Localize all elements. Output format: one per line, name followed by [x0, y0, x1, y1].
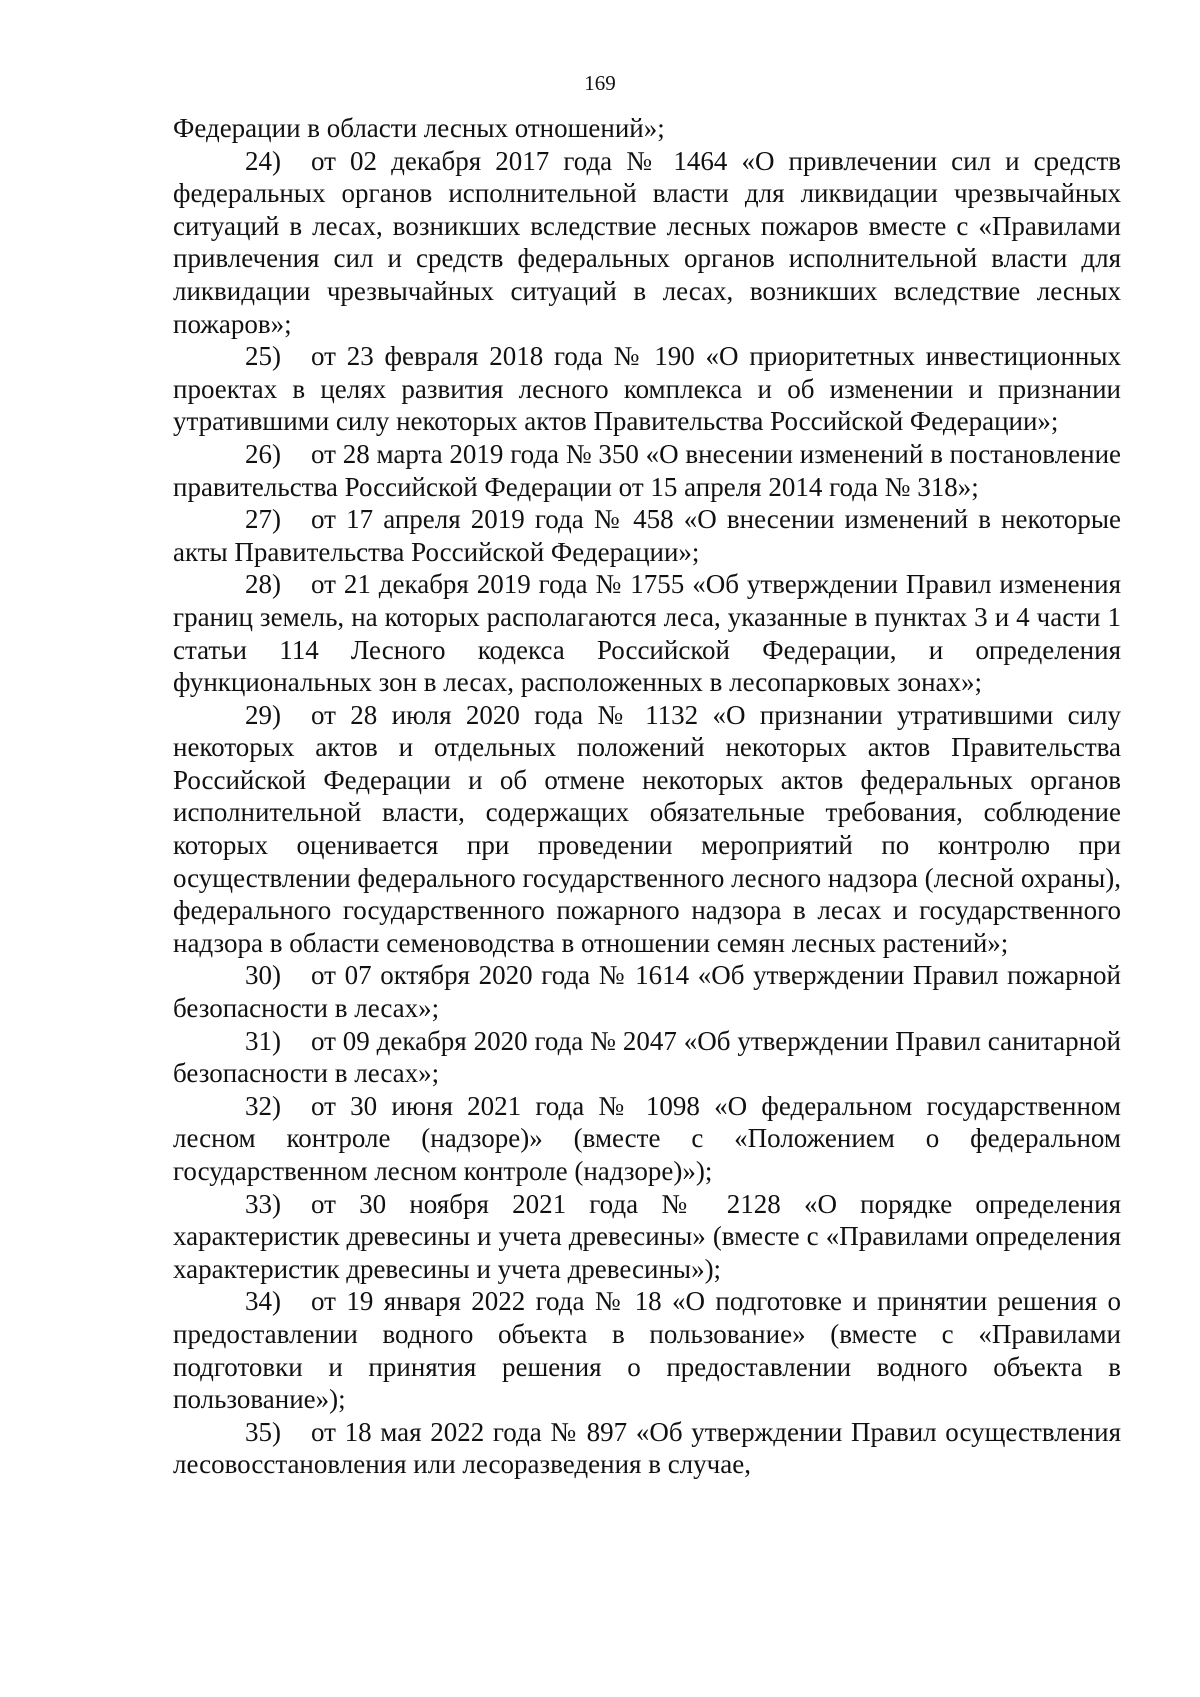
list-item [173, 438, 1121, 503]
page-number: 169 [584, 71, 616, 95]
list-item [173, 1090, 1121, 1188]
item-number: 32) [245, 1090, 281, 1121]
list-item [173, 1285, 1121, 1415]
item-text: от 21 декабря 2019 года № 1755 «Об утверждении Правил изменения границ земель, на которых располагаются леса, указанные в пунктах 3 и 4 части 1 статьи 114 Лесного кодекса Российской Федерации, и определения функциональных зон в лесах, расположенных в лесопарковых зонах»; [173, 569, 1121, 698]
item-text: от 02 декабря 2017 года № 1464 «О привлечении сил и средств федеральных органов исполнительной власти для ликвидации чрезвычайных ситуаций в лесах, возникших вследствие лесных пожаров вместе с «Правилами привлечения сил и средств федеральных органов исполнительной власти для ликвидации чрезвычайных ситуаций в лесах, возникших вследствие лесных пожаров»; [173, 145, 1121, 339]
list-item [173, 1188, 1121, 1286]
list-item [173, 959, 1121, 1024]
item-number: 34) [245, 1286, 281, 1317]
item-text: от 28 марта 2019 года № 350 «О внесении изменений в постановление правительства Российской Федерации от 15 апреля 2014 года № 318»; [173, 438, 1121, 502]
item-number: 33) [245, 1188, 281, 1219]
continuation-paragraph: Федерации в области лесных отношений»; [173, 113, 665, 143]
item-number: 35) [245, 1416, 281, 1447]
item-text: от 23 февраля 2018 года № 190 «О приоритетных инвестиционных проектах в целях развития лесного комплекса и об изменении и признании утратившими силу некоторых актов Правительства Российской Федерации»; [173, 341, 1121, 437]
item-text: от 19 января 2022 года № 18 «О подготовке и принятии решения о предоставлении водного объекта в пользование» (вместе с «Правилами подготовки и принятия решения о предоставлении водного объекта в пользование»); [173, 1286, 1121, 1415]
item-number: 30) [245, 960, 281, 991]
item-text: от 30 июня 2021 года № 1098 «О федеральном государственном лесном контроле (надзоре)» (вместе с «Положением о федеральном государственном лесном контроле (надзоре)»); [173, 1090, 1121, 1186]
item-number: 27) [245, 504, 281, 535]
item-text: от 28 июля 2020 года № 1132 «О признании утратившими силу некоторых актов и отдельных положений некоторых актов Правительства Российской Федерации и об отмене некоторых актов федеральных органов исполнительной власти, содержащих обязательные требования, соблюдение которых оценивается при проведении мероприятий по контролю при осуществлении федерального государственного лесного надзора (лесной охраны), федерального государственного пожарного надзора в лесах и государственного надзора в области семеноводства в отношении семян лесных растений»; [173, 699, 1121, 958]
item-number: 26) [245, 438, 281, 469]
list-item [173, 145, 1121, 341]
item-text: от 18 мая 2022 года № 897 «Об утверждении Правил осуществления лесовосстановления или лесоразведения в случае, [173, 1416, 1121, 1480]
item-text: от 30 ноября 2021 года № 2128 «О порядке определения характеристик древесины и учета древесины» (вместе с «Правилами определения характеристик древесины и учета древесины»); [173, 1188, 1121, 1284]
item-number: 29) [245, 699, 281, 730]
item-text: от 17 апреля 2019 года № 458 «О внесении изменений в некоторые акты Правительства Российской Федерации»; [173, 504, 1121, 567]
list-item [173, 699, 1121, 960]
item-number: 25) [245, 341, 281, 372]
item-number: 24) [245, 145, 281, 176]
list-item [173, 340, 1121, 438]
item-number: 31) [245, 1025, 281, 1056]
list-item [173, 1416, 1121, 1481]
list-item [173, 1025, 1121, 1090]
list-item [173, 568, 1121, 698]
item-number: 28) [245, 569, 281, 600]
item-text: от 07 октября 2020 года № 1614 «Об утверждении Правил пожарной безопасности в лесах»; [173, 960, 1121, 1024]
item-text: от 09 декабря 2020 года № 2047 «Об утверждении Правил санитарной безопасности в лесах»; [173, 1025, 1121, 1089]
document-body [173, 112, 1121, 1481]
list-item [173, 503, 1121, 568]
